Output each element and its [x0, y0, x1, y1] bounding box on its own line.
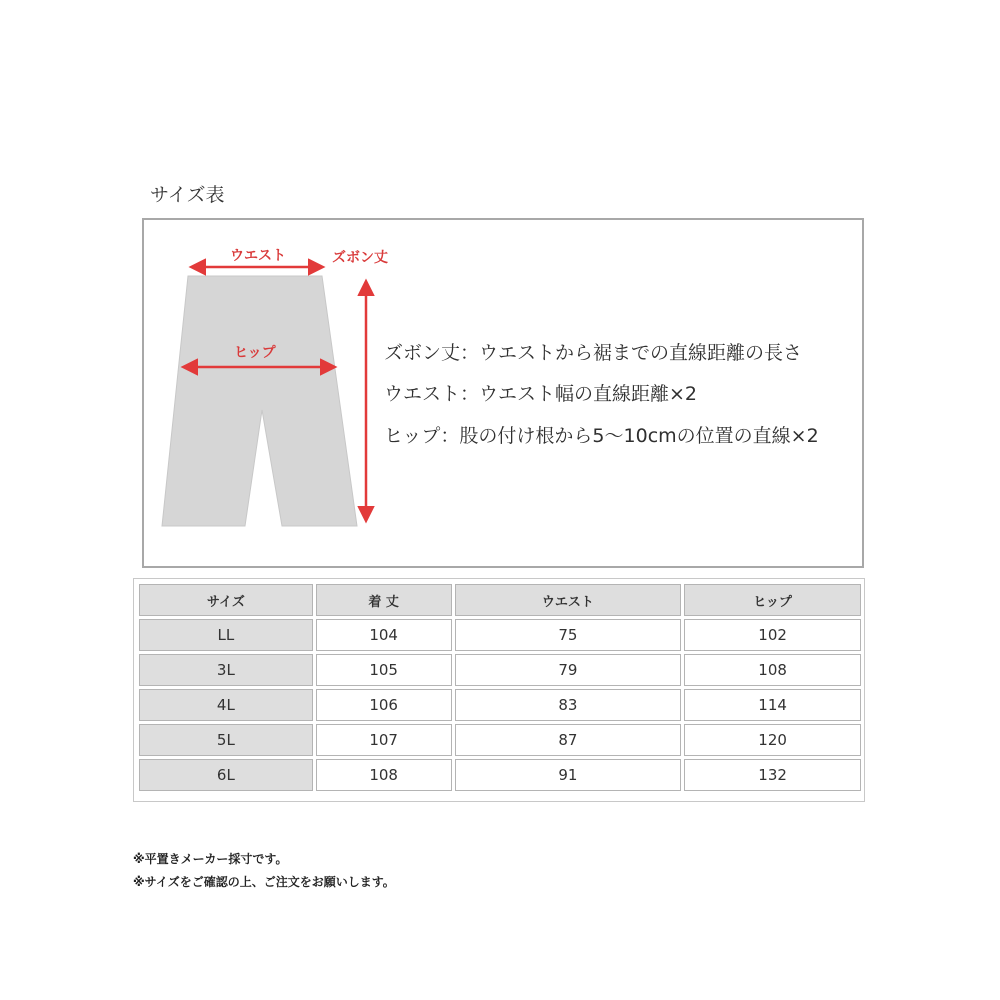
waist-label: ウエスト	[230, 248, 286, 264]
note-confirm: ※サイズをご確認の上、ご注文をお願いします。	[133, 875, 395, 889]
header-size: サイズ	[139, 584, 313, 616]
cell-waist: 87	[455, 724, 682, 756]
header-waist: ウエスト	[455, 584, 682, 616]
length-label: ズボン丈	[332, 250, 388, 266]
cell-size: LL	[139, 619, 313, 651]
size-table	[136, 581, 864, 794]
header-hip: ヒップ	[684, 584, 861, 616]
table-row	[139, 619, 861, 651]
cell-waist: 83	[455, 689, 682, 721]
cell-hip: 114	[684, 689, 861, 721]
cell-size: 6L	[139, 759, 313, 791]
cell-size: 5L	[139, 724, 313, 756]
table-row	[139, 654, 861, 686]
cell-length: 106	[316, 689, 452, 721]
cell-size: 3L	[139, 654, 313, 686]
waist-description: ウエスト：ウエスト幅の直線距離×2	[384, 383, 698, 405]
pants-silhouette	[162, 276, 357, 526]
cell-length: 107	[316, 724, 452, 756]
table-header-row	[139, 584, 861, 616]
hip-description: ヒップ：股の付け根から5～10cmの位置の直線×2	[384, 425, 819, 447]
measurement-diagram	[142, 218, 864, 568]
table-row	[139, 689, 861, 721]
header-length: 着 丈	[316, 584, 452, 616]
note-measurement: ※平置きメーカー採寸です。	[133, 852, 288, 866]
cell-hip: 108	[684, 654, 861, 686]
length-description: ズボン丈：ウエストから裾までの直線距離の長さ	[384, 342, 803, 364]
cell-length: 108	[316, 759, 452, 791]
cell-hip: 120	[684, 724, 861, 756]
hip-label: ヒップ	[234, 345, 276, 361]
table-row	[139, 724, 861, 756]
cell-size: 4L	[139, 689, 313, 721]
cell-waist: 75	[455, 619, 682, 651]
cell-length: 104	[316, 619, 452, 651]
cell-waist: 91	[455, 759, 682, 791]
cell-hip: 102	[684, 619, 861, 651]
table-row	[139, 759, 861, 791]
page-title: サイズ表	[150, 184, 225, 206]
size-table-frame	[133, 578, 865, 802]
cell-waist: 79	[455, 654, 682, 686]
cell-length: 105	[316, 654, 452, 686]
cell-hip: 132	[684, 759, 861, 791]
